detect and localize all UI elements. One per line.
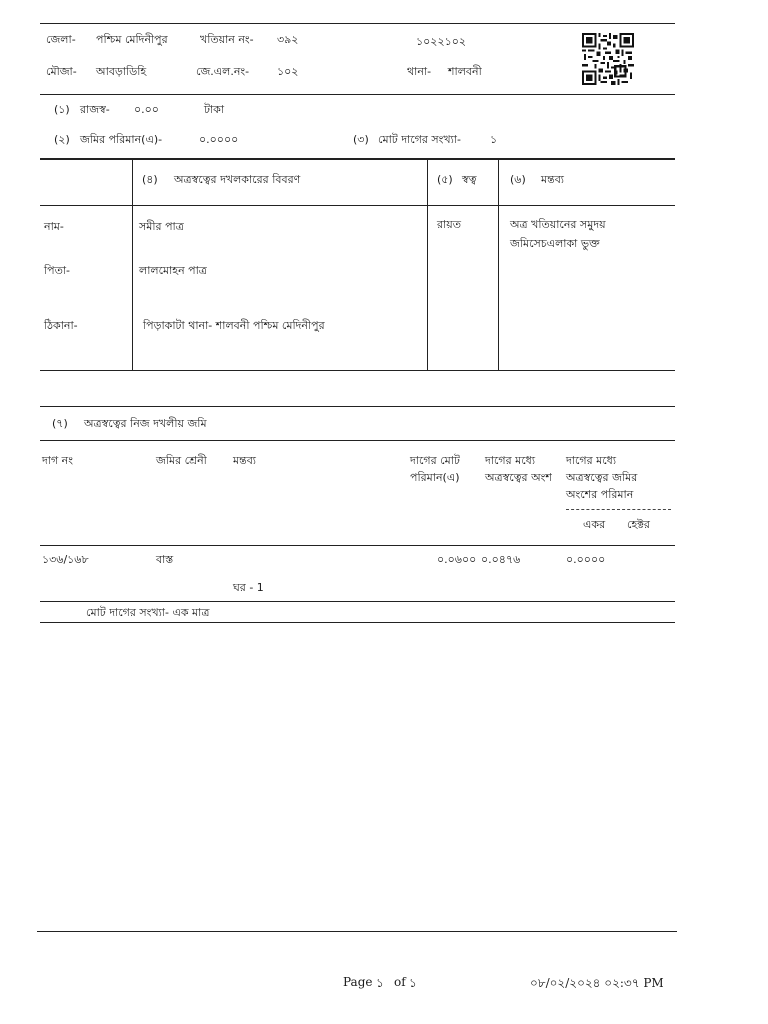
col5-number: (৫) [437, 173, 453, 186]
top-rule [40, 23, 675, 24]
footer-rule [37, 931, 677, 932]
land-section-bottom [40, 622, 675, 623]
revenue-number: (১) [54, 103, 70, 116]
owner-col-divider-3 [498, 159, 499, 370]
plots-label: মোট দাগের সংখ্যা- [378, 133, 461, 146]
header-rule [40, 94, 675, 95]
row-share: ০.০৪৭৬ [481, 553, 521, 566]
col-total-line-2: পরিমান(এ) [410, 471, 460, 484]
col-remark: মন্তব্য [233, 454, 257, 467]
owner-table-top [40, 158, 675, 160]
document-code: ১০২২১০২ [416, 35, 467, 48]
area-value: ০.০০০০ [199, 133, 239, 146]
district-label: জেলা- [46, 33, 76, 46]
col-share-line-2: অত্রস্বত্বের অংশ [485, 471, 552, 484]
khatian-value: ৩৯২ [277, 33, 299, 46]
khatian-label: খতিয়ান নং- [200, 33, 254, 46]
page-current: ১ [376, 976, 384, 990]
father-value: লালমোহন পাত্র [139, 264, 207, 277]
revenue-value: ০.০০ [134, 103, 159, 116]
row-land-class: বাস্ত [156, 553, 174, 566]
district-value: পশ্চিম মেদিনীপুর [96, 33, 168, 46]
house-count: ঘর - 1 [233, 581, 264, 594]
area-number: (২) [54, 133, 70, 146]
col4-title: অত্রস্বত্বের দখলকারের বিবরণ [174, 173, 301, 186]
thana-value: শালবনী [448, 65, 482, 78]
land-section-title: অত্রস্বত্বের নিজ দখলীয় জমি [84, 417, 207, 430]
col-area-line-1: দাগের মধ্যে [566, 454, 617, 467]
thana-label: থানা- [407, 65, 432, 78]
row-plot-number: ১৩৬/১৬৮ [42, 553, 89, 566]
unit-hectare: হেক্টর [627, 518, 650, 531]
land-header-rule [40, 545, 675, 546]
col-area-line-3: অংশের পরিমান [566, 488, 634, 501]
col6-number: (৬) [510, 173, 526, 186]
owner-header-rule [40, 205, 675, 206]
owner-col-divider-1 [132, 159, 133, 370]
plots-number: (৩) [353, 133, 369, 146]
row-total-area: ০.০৬০০ [437, 553, 477, 566]
owner-table-bottom [40, 370, 675, 371]
remark-line-1: অত্র খতিয়ানের সমুদয় [510, 218, 606, 231]
area-label: জমির পরিমান(এ)- [80, 133, 163, 146]
page-label: Page [343, 975, 373, 989]
owner-col-divider-2 [427, 159, 428, 370]
address-label: ঠিকানা- [44, 319, 78, 332]
father-label: পিতা- [44, 264, 71, 277]
col4-number: (৪) [142, 173, 158, 186]
land-title-rule [40, 440, 675, 441]
col-plot-number: দাগ নং [42, 454, 73, 467]
col-area-line-2: অত্রস্বত্বের জমির [566, 471, 638, 484]
remark-line-2: জমিসেচএলাকা ভুক্ত [510, 237, 600, 250]
name-label: নাম- [44, 220, 64, 233]
print-datetime: ০৮/০২/২০২৪ ০২:৩৭ PM [530, 976, 664, 990]
plots-value: ১ [490, 133, 498, 146]
page-total: ১ [409, 976, 417, 990]
jl-value: ১০২ [277, 65, 299, 78]
mouza-value: আবড়াডিহি [96, 65, 147, 78]
land-section-number: (৭) [52, 417, 68, 430]
col5-title: স্বত্ব [462, 173, 477, 186]
of-label: of [394, 975, 406, 989]
land-section-top [40, 406, 675, 407]
col-land-class: জমির শ্রেনী [156, 454, 207, 467]
revenue-unit: টাকা [204, 103, 225, 116]
address-value: পিড়াকাটা থানা- শালবনী পশ্চিম মেদিনীপুর [143, 319, 325, 332]
mouza-label: মৌজা- [46, 65, 77, 78]
qr-code-icon [582, 33, 634, 85]
col-total-line-1: দাগের মোট [410, 454, 460, 467]
col-share-line-1: দাগের মধ্যে [485, 454, 536, 467]
col6-title: মন্তব্য [541, 173, 565, 186]
land-row-bottom [40, 601, 675, 602]
total-plots-summary: মোট দাগের সংখ্যা- এক মাত্র [86, 606, 210, 619]
row-area: ০.০০০০ [566, 553, 606, 566]
unit-acre: একর [583, 518, 606, 531]
name-value: সমীর পাত্র [139, 220, 184, 233]
right-value: রায়ত [437, 218, 461, 231]
jl-label: জে.এল.নং- [196, 65, 250, 78]
revenue-label: রাজস্ব- [80, 103, 110, 116]
unit-divider [566, 509, 671, 510]
